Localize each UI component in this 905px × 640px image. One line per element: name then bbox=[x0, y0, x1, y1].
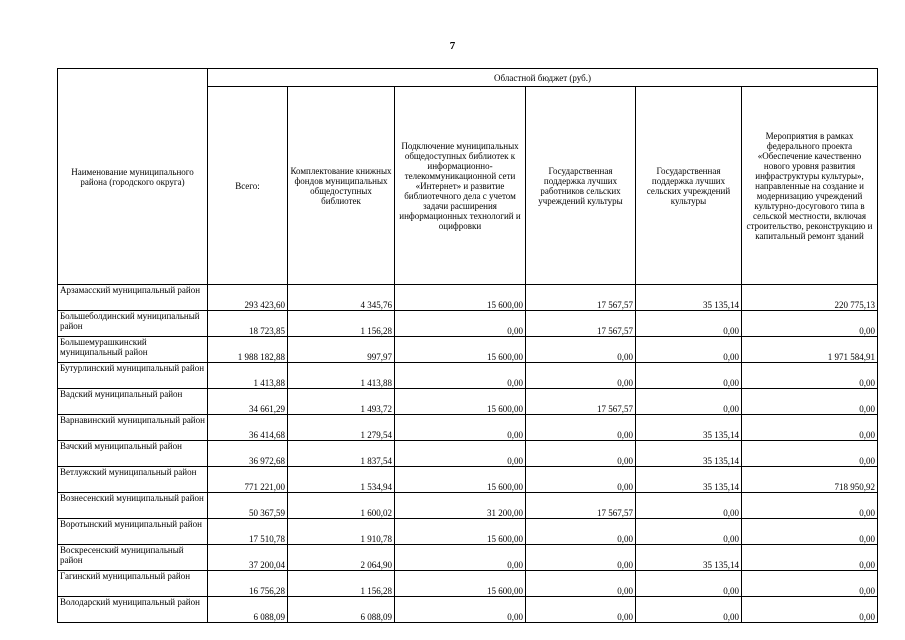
district-name-cell: Варнавинский муниципальный район bbox=[58, 415, 208, 441]
amount-cell: 6 088,09 bbox=[208, 597, 288, 623]
amount-cell: 0,00 bbox=[395, 597, 526, 623]
amount-cell: 1 279,54 bbox=[288, 415, 395, 441]
table-row bbox=[58, 441, 878, 467]
district-name-cell: Ветлужский муниципальный район bbox=[58, 467, 208, 493]
amount-cell: 15 600,00 bbox=[395, 337, 526, 363]
amount-cell: 1 493,72 bbox=[288, 389, 395, 415]
amount-cell: 0,00 bbox=[742, 571, 878, 597]
district-name-cell: Вознесенский муниципальный район bbox=[58, 493, 208, 519]
amount-cell: 0,00 bbox=[742, 493, 878, 519]
amount-cell: 50 367,59 bbox=[208, 493, 288, 519]
amount-cell: 0,00 bbox=[395, 363, 526, 389]
amount-cell: 15 600,00 bbox=[395, 519, 526, 545]
amount-cell: 36 414,68 bbox=[208, 415, 288, 441]
amount-cell: 35 135,14 bbox=[636, 545, 742, 571]
amount-cell: 0,00 bbox=[395, 441, 526, 467]
amount-cell: 35 135,14 bbox=[636, 285, 742, 311]
amount-cell: 0,00 bbox=[526, 337, 636, 363]
amount-cell: 0,00 bbox=[636, 337, 742, 363]
amount-cell: 0,00 bbox=[636, 493, 742, 519]
amount-cell: 16 756,28 bbox=[208, 571, 288, 597]
amount-cell: 1 156,28 bbox=[288, 571, 395, 597]
internet-connection-column-header: Подключение муниципальных общедоступных библиотек к информационно-телекоммуникационной сети «Интернет» и развитие библиотечного дела с учетом задачи расширения информационных технологий и оцифровки bbox=[395, 87, 526, 285]
table-row bbox=[58, 337, 878, 363]
amount-cell: 0,00 bbox=[526, 519, 636, 545]
table-body bbox=[58, 285, 878, 623]
amount-cell: 293 423,60 bbox=[208, 285, 288, 311]
amount-cell: 37 200,04 bbox=[208, 545, 288, 571]
amount-cell: 35 135,14 bbox=[636, 415, 742, 441]
district-name-cell: Бутурлинский муниципальный район bbox=[58, 363, 208, 389]
amount-cell: 34 661,29 bbox=[208, 389, 288, 415]
district-name-cell: Гагинский муниципальный район bbox=[58, 571, 208, 597]
amount-cell: 0,00 bbox=[742, 597, 878, 623]
amount-cell: 0,00 bbox=[742, 311, 878, 337]
amount-cell: 17 567,57 bbox=[526, 389, 636, 415]
amount-cell: 1 534,94 bbox=[288, 467, 395, 493]
district-name-cell: Арзамасский муниципальный район bbox=[58, 285, 208, 311]
amount-cell: 0,00 bbox=[526, 545, 636, 571]
amount-cell: 0,00 bbox=[742, 545, 878, 571]
amount-cell: 0,00 bbox=[526, 597, 636, 623]
district-name-cell: Большемурашкинский муниципальный район bbox=[58, 337, 208, 363]
amount-cell: 17 567,57 bbox=[526, 311, 636, 337]
amount-cell: 0,00 bbox=[636, 311, 742, 337]
total-column-header: Всего: bbox=[208, 87, 288, 285]
district-name-cell: Вачский муниципальный район bbox=[58, 441, 208, 467]
amount-cell: 997,97 bbox=[288, 337, 395, 363]
district-name-cell: Воротынский муниципальный район bbox=[58, 519, 208, 545]
amount-cell: 17 567,57 bbox=[526, 285, 636, 311]
amount-cell: 0,00 bbox=[395, 545, 526, 571]
amount-cell: 0,00 bbox=[636, 363, 742, 389]
amount-cell: 15 600,00 bbox=[395, 467, 526, 493]
district-column-header: Наименование муниципального района (городского округа) bbox=[58, 69, 208, 285]
regional-budget-header: Областной бюджет (руб.) bbox=[208, 69, 878, 87]
table-row bbox=[58, 545, 878, 571]
amount-cell: 35 135,14 bbox=[636, 467, 742, 493]
table-row bbox=[58, 389, 878, 415]
table-row bbox=[58, 519, 878, 545]
amount-cell: 718 950,92 bbox=[742, 467, 878, 493]
amount-cell: 0,00 bbox=[742, 363, 878, 389]
table-row bbox=[58, 311, 878, 337]
amount-cell: 36 972,68 bbox=[208, 441, 288, 467]
best-institutions-support-column-header: Государственная поддержка лучших сельских учреждений культуры bbox=[636, 87, 742, 285]
table-row bbox=[58, 415, 878, 441]
amount-cell: 0,00 bbox=[742, 415, 878, 441]
amount-cell: 0,00 bbox=[636, 571, 742, 597]
amount-cell: 0,00 bbox=[636, 597, 742, 623]
amount-cell: 15 600,00 bbox=[395, 571, 526, 597]
amount-cell: 0,00 bbox=[526, 415, 636, 441]
table-row bbox=[58, 467, 878, 493]
amount-cell: 1 600,02 bbox=[288, 493, 395, 519]
amount-cell: 15 600,00 bbox=[395, 389, 526, 415]
federal-project-column-header: Мероприятия в рамках федерального проекта «Обеспечение качественно нового уровня развития инфраструктуры культуры», направленные на создание и модернизацию учреждений культурно-досугового типа в сельской местности, включая строительство, реконструкцию и капитальный ремонт зданий bbox=[742, 87, 878, 285]
amount-cell: 1 837,54 bbox=[288, 441, 395, 467]
table-row bbox=[58, 363, 878, 389]
amount-cell: 17 510,78 bbox=[208, 519, 288, 545]
page-number: 7 bbox=[449, 40, 456, 52]
amount-cell: 771 221,00 bbox=[208, 467, 288, 493]
district-name-cell: Вадский муниципальный район bbox=[58, 389, 208, 415]
district-name-cell: Володарский муниципальный район bbox=[58, 597, 208, 623]
amount-cell: 0,00 bbox=[742, 441, 878, 467]
amount-cell: 1 156,28 bbox=[288, 311, 395, 337]
amount-cell: 17 567,57 bbox=[526, 493, 636, 519]
table-row bbox=[58, 285, 878, 311]
amount-cell: 6 088,09 bbox=[288, 597, 395, 623]
table-row bbox=[58, 493, 878, 519]
amount-cell: 4 345,76 bbox=[288, 285, 395, 311]
book-funds-column-header: Комплектование книжных фондов муниципальных общедоступных библиотек bbox=[288, 87, 395, 285]
amount-cell: 1 910,78 bbox=[288, 519, 395, 545]
amount-cell: 2 064,90 bbox=[288, 545, 395, 571]
amount-cell: 1 413,88 bbox=[288, 363, 395, 389]
district-name-cell: Большеболдинский муниципальный район bbox=[58, 311, 208, 337]
amount-cell: 0,00 bbox=[636, 519, 742, 545]
amount-cell: 0,00 bbox=[526, 571, 636, 597]
amount-cell: 31 200,00 bbox=[395, 493, 526, 519]
table-row bbox=[58, 597, 878, 623]
amount-cell: 1 971 584,91 bbox=[742, 337, 878, 363]
best-workers-support-column-header: Государственная поддержка лучших работников сельских учреждений культуры bbox=[526, 87, 636, 285]
district-name-cell: Воскресенский муниципальный район bbox=[58, 545, 208, 571]
amount-cell: 18 723,85 bbox=[208, 311, 288, 337]
amount-cell: 0,00 bbox=[526, 363, 636, 389]
amount-cell: 0,00 bbox=[526, 467, 636, 493]
amount-cell: 0,00 bbox=[742, 389, 878, 415]
amount-cell: 0,00 bbox=[636, 389, 742, 415]
amount-cell: 220 775,13 bbox=[742, 285, 878, 311]
amount-cell: 0,00 bbox=[395, 415, 526, 441]
amount-cell: 1 413,88 bbox=[208, 363, 288, 389]
amount-cell: 35 135,14 bbox=[636, 441, 742, 467]
budget-table bbox=[57, 68, 878, 623]
amount-cell: 1 988 182,88 bbox=[208, 337, 288, 363]
table-row bbox=[58, 571, 878, 597]
amount-cell: 0,00 bbox=[526, 441, 636, 467]
amount-cell: 0,00 bbox=[395, 311, 526, 337]
amount-cell: 15 600,00 bbox=[395, 285, 526, 311]
amount-cell: 0,00 bbox=[742, 519, 878, 545]
